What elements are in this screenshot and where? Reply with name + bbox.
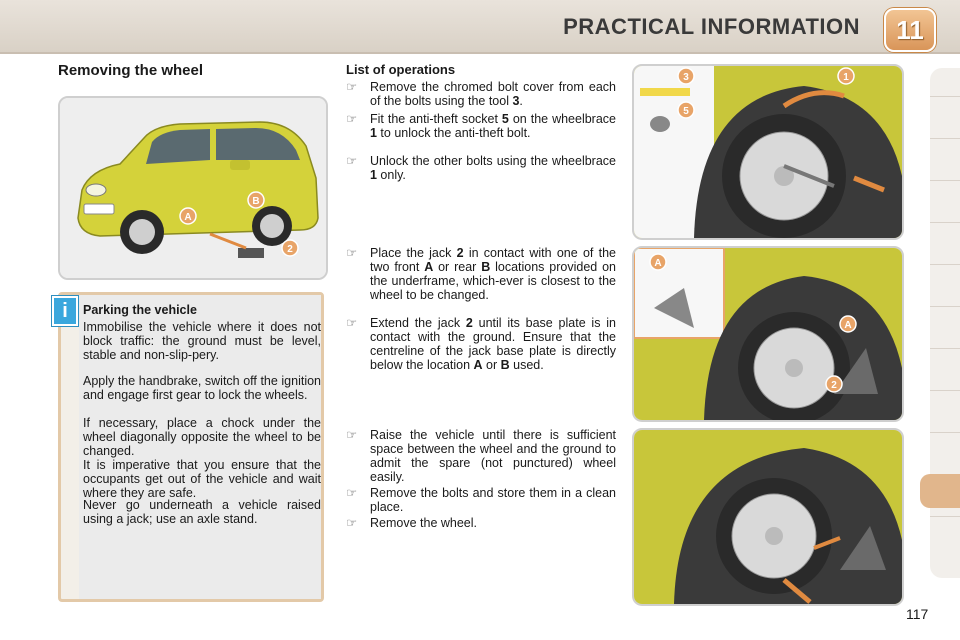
car-label-a: A (184, 212, 192, 223)
chapter-number-badge: 11 (884, 8, 936, 52)
operation-step: ☞ Fit the anti-theft socket 5 on the wheelbrace 1 to unlock the anti-theft bolt. (346, 112, 616, 140)
pointing-hand-icon: ☞ (346, 486, 358, 500)
operation-step: ☞ Place the jack 2 in contact with one of the two front A or rear B locations provided on the underframe, which-ever is closest to the wheel to be changed. (346, 246, 617, 302)
info-icon: i (52, 296, 78, 326)
info-paragraph: Immobilise the vehicle where it does not block traffic: the ground must be level, stable and non-slip-pery. (83, 320, 321, 362)
wheel1-label-5: 5 (683, 106, 689, 117)
page-header (0, 0, 960, 54)
chapter-tab-divider (930, 516, 960, 517)
wheel2-label-2: 2 (831, 380, 837, 391)
car-jacking-points-illustration (58, 96, 328, 280)
wheel2-label-a-inset: A (654, 258, 662, 269)
page-title: PRACTICAL INFORMATION (563, 14, 860, 39)
pointing-hand-icon: ☞ (346, 516, 358, 530)
pointing-hand-icon: ☞ (346, 428, 358, 442)
wheel1-label-1: 1 (843, 72, 849, 83)
jack-placement-illustration (632, 246, 904, 422)
chapter-tab-divider (930, 180, 960, 181)
pointing-hand-icon: ☞ (346, 154, 358, 168)
active-chapter-tab[interactable] (920, 474, 960, 508)
chapter-tab-divider (930, 222, 960, 223)
info-box-title: Parking the vehicle (83, 303, 197, 317)
operation-step: ☞ Remove the bolts and store them in a clean place. (346, 486, 616, 514)
chapter-tab-divider (930, 432, 960, 433)
pointing-hand-icon: ☞ (346, 246, 358, 260)
wheel1-label-3: 3 (683, 72, 689, 83)
pointing-hand-icon: ☞ (346, 80, 358, 94)
car-label-b: B (252, 196, 260, 207)
chapter-tab-divider (930, 264, 960, 265)
operations-title: List of operations (346, 62, 456, 77)
chapter-tab-divider (930, 96, 960, 97)
pointing-hand-icon: ☞ (346, 112, 358, 126)
chapter-tab-divider (930, 390, 960, 391)
chapter-tab-divider (930, 348, 960, 349)
info-paragraph: If necessary, place a chock under the wheel diagonally opposite the wheel to be changed. (83, 416, 321, 458)
info-paragraph: Apply the handbrake, switch off the ignition and engage first gear to lock the wheels. (83, 374, 321, 402)
operation-step: ☞ Extend the jack 2 until its base plate is in contact with the ground. Ensure that the centreline of the jack base plate is directly below the location A or B used. (346, 316, 616, 372)
operation-step: ☞ Remove the chromed bolt cover from each of the bolts using the tool 3. (346, 80, 616, 108)
operation-step: ☞ Unlock the other bolts using the wheelbrace 1 only. (346, 154, 616, 182)
car-label-2: 2 (287, 244, 293, 255)
chapter-tab-divider (930, 138, 960, 139)
wheel2-label-a: A (844, 320, 852, 331)
pointing-hand-icon: ☞ (346, 316, 358, 330)
wheel-removal-illustration (632, 428, 904, 606)
operation-step: ☞ Raise the vehicle until there is sufficient space between the wheel and the ground to admit the spare (not punctured) wheel easily. (346, 428, 616, 484)
section-title: Removing the wheel (58, 62, 204, 79)
info-paragraph: Never go underneath a vehicle raised using a jack; use an axle stand. (83, 498, 321, 526)
wheel-bolt-removal-illustration (632, 64, 904, 240)
info-paragraph: It is imperative that you ensure that the occupants get out of the vehicle and wait where they are safe. (83, 458, 321, 500)
operation-step: ☞ Remove the wheel. (346, 516, 478, 530)
page-number: 117 (906, 606, 929, 622)
chapter-tab-divider (930, 306, 960, 307)
